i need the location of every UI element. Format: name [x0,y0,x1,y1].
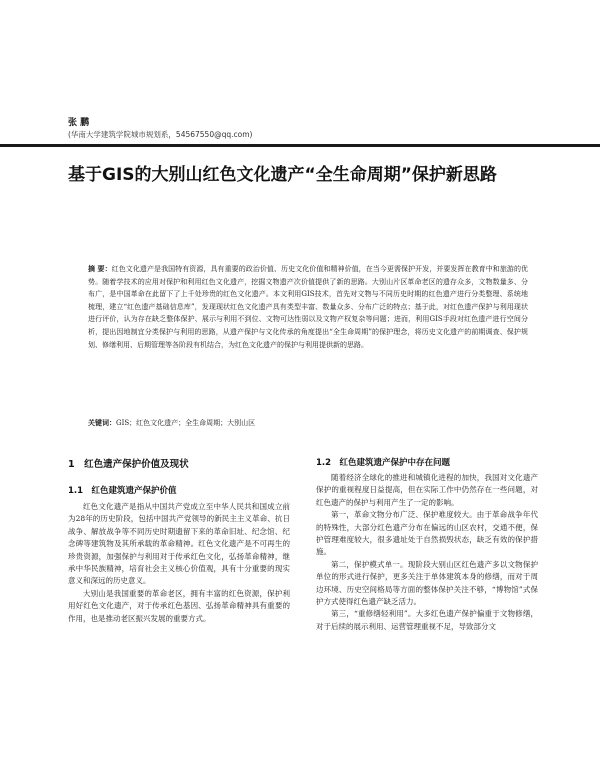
paragraph: 第二，保护模式单一。现阶段大别山区红色遗产多以文物保护单位的形式进行保护，更多关注于单体建筑本身的修缮，而对于周边环境、历史空间格局等方面的整体保护关注不够，“博物馆”式保护方式使得红色遗产缺乏活力。 [316,559,538,607]
paragraph: 第一，革命文物分布广泛、保护难度较大。由于革命战争年代的特殊性，大部分红色遗产分布在偏远的山区农村，交通不便，保护管理难度较大，很多遗址处于自然损毁状态，缺乏有效的保护措施。 [316,510,538,557]
left-column-body [68,501,290,625]
author-affiliation: (华南大学建筑学院城市规划系，54567550@qq.com) [68,130,253,139]
header-rule [0,144,600,147]
paragraph: 第三，“重修缮轻利用”。大多红色遗产保护偏重于文物修缮，对于后续的展示利用、运营管理重视不足，导致部分文 [316,609,538,631]
right-column-body [316,472,538,633]
paragraph: 随着经济全球化的推进和城镇化进程的加快，我国对文化遗产保护的重视程度日益提高，但在实际工作中仍然存在一些问题，对红色遗产的保护与利用产生了一定的影响。 [316,473,538,507]
abstract [88,263,528,351]
abstract-text: 红色文化遗产是我国特有资源，具有重要的政治价值、历史文化价值和精神价值，在当今更需保护开发，并要发挥在教育中和旅游的优势。随着学技术的应用对保护和利用红色文化遗产，挖掘文物遗产次价值提供了新的思路。大别山片区革命老区的遗存众多，文物数量多、分布广，是中国革命在此留下了上千处珍贵的红色文化遗产。本文利用GIS技术，首先对文物与不同历史时期的红色遗产进行分类整理、系统地梳理，建立“红色遗产基础信息库”，发现现状红色文化遗产具有类型丰富、数量众多、分布广泛的特点；基于此，对红色遗产保护与利用现状进行评价，认为存在缺乏整体保护、展示与利用不到位、文物可达性弱以及文物产权复杂等问题；进而，利用GIS手段对红色遗产进行空间分析，提出因地制宜分类保护与利用的思路，从遗产保护与文化传承的角度提出“全生命周期”的保护理念，将历史文化遗产的前期调查、保护规划、修缮利用、后期管理等各阶段有机结合，为红色文化遗产的保护与利用提供新的思路。 [88,265,529,349]
subsection-heading-1-1: 1.1 红色建筑遗产保护价值 [68,486,177,496]
author-name: 张 鹏 [68,118,90,128]
keywords [88,418,528,428]
paragraph: 大别山是我国重要的革命老区，拥有丰富的红色资源，保护利用好红色文化遗产，对于传承红色基因、弘扬革命精神具有重要的作用，也是推动老区振兴发展的重要方式。 [68,588,290,623]
page-title: 基于GIS的大别山红色文化遗产“全生命周期”保护新思路 [68,165,497,185]
keywords-label: 关键词： [88,419,116,427]
keywords-text: GIS；红色文化遗产；全生命周期；大别山区 [116,419,256,427]
paragraph: 红色文化遗产是指从中国共产党成立至中华人民共和国成立前为28年的历史阶段，包括中国共产党领导的新民主主义革命、抗日战争、解放战争等不同历史时期遗留下来的革命旧址、纪念馆、纪念碑等建筑物及其所承载的革命精神。红色文化遗产是不可再生的珍贵资源，加强保护与利用对于传承红色文化，弘扬革命精神，继承中华民族精神，培育社会主义核心价值观，具有十分重要的现实意义和深远的历史意义。 [68,502,290,586]
abstract-label: 摘 要： [88,265,112,273]
subsection-heading-1-2: 1.2 红色建筑遗产保护中存在问题 [316,458,451,468]
section-heading-1: 1 红色遗产保护价值及现状 [68,459,189,470]
